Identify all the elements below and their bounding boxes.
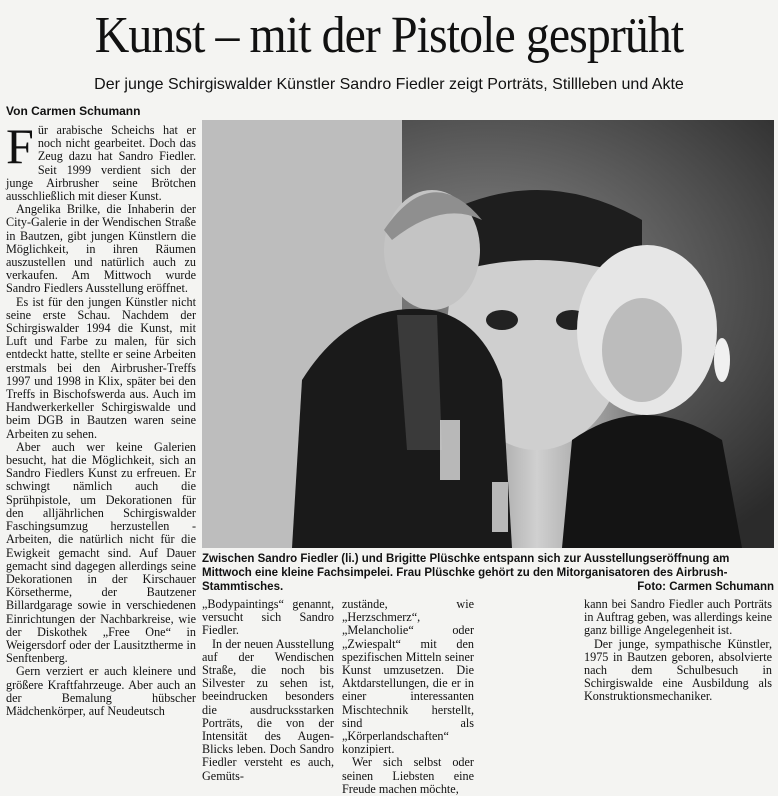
article-column-3 xyxy=(342,598,474,796)
drop-cap: F xyxy=(6,118,34,174)
paragraph: kann bei Sandro Fiedler auch Porträts in Auftrag geben, was allerdings keine ganz billige Angelegenheit ist. xyxy=(584,597,772,638)
paragraph: Gern verziert er auch kleinere und größere Kraftfahrzeuge. Aber auch an der Bemalung hübscher Mädchenkörper, auf Neudeutsch xyxy=(6,664,196,718)
paragraph: ür arabische Scheichs hat er noch nicht gearbeitet. Doch das Zeug dazu hat Sandro Fiedler. Seit 1999 verdient sich der junge Airbrusher seine Brötchen ausschließlich mit dieser Kunst. xyxy=(6,123,196,204)
subheadline: Der junge Schirgiswalder Künstler Sandro Fiedler zeigt Porträts, Stillleben und Akte xyxy=(94,76,684,93)
paragraph: Der junge, sympathische Künstler, 1975 in Bautzen geboren, absolvierte nach dem Schulbesuch in Schirgiswalde eine Ausbildung als Konstruktionsmechaniker. xyxy=(584,636,772,704)
byline: Von Carmen Schumann xyxy=(6,104,141,118)
photo-credit: Foto: Carmen Schumann xyxy=(637,581,774,593)
article-column-2 xyxy=(202,598,334,783)
paragraph: zustände, wie „Herzschmerz“, „Melancholie“ oder „Zwiespalt“ mit den spezifischen Mitteln seiner Kunst umzusetzen. Die Aktdarstellungen, die er in einer interessanten Mischtechnik herstellt, sind als „Körperlandschaften“ konzipiert. xyxy=(342,597,474,757)
paragraph: Aber auch wer keine Galerien besucht, hat die Möglichkeit, sich an Sandro Fiedlers Kunst zu erfreuen. Er schwingt nämlich auch die Sprühpistole, um Dekorationen für den alljährlichen Schirgiswalder Faschingsumzug herzustellen - Arbeiten, die natürlich nicht für die Ewigkeit gemacht sind. Auf Dauer gemacht sind dagegen allerdings seine Dekorationen in der Kirschauer Körsetherme, der Bautzener Billardgarage sowie in verschiedenen Einrichtungen der Nachbarkreise, wie der Diskothek „Free One“ in Weigersdorf oder der Lausitztherme in Senftenberg. xyxy=(6,439,196,666)
paragraph: Wer sich selbst oder seinen Liebsten eine Freude machen möchte, xyxy=(342,755,474,796)
photo-caption xyxy=(202,552,774,594)
article-column-4 xyxy=(584,598,772,704)
paragraph: Angelika Brilke, die Inhaberin der City-Galerie in der Wendischen Straße in Bautzen, gibt jungen Künstlern die Möglichkeit, in ihren Räumen auszustellen und natürlich auch zu verkaufen. Am Mittwoch wurde Sandro Fiedlers Ausstellung eröffnet. xyxy=(6,202,196,296)
paragraph: Es ist für den jungen Künstler nicht seine erste Schau. Nachdem der Schirgiswalder 1994 die Kunst, mit Luft und Farbe zu malen, für sich entdeckt hatte, stellte er seine Arbeiten erstmals bei den Airbrusher-Treffs 1997 und 1998 in Klix, später bei den Treffs in Bischofswerda aus. Auch im Handwerkerkeller Schirgiswalde und beim DGB in Bautzen waren seine Arbeiten zu sehen. xyxy=(6,294,196,441)
headline: Kunst – mit der Pistole gesprüht xyxy=(94,7,684,64)
caption-text: Zwischen Sandro Fiedler (li.) und Brigitte Plüschke entspann sich zur Ausstellungseröffnung am Mittwoch eine kleine Fachsimpelei. Frau Plüschke gehört zu den Mitorganisatoren des Airbrush-Stammtisches. xyxy=(202,553,730,593)
photo-illustration xyxy=(202,120,774,548)
article-photo xyxy=(202,120,774,548)
article-column-1 xyxy=(6,118,196,718)
paragraph: „Bodypaintings“ genannt, versucht sich Sandro Fiedler. xyxy=(202,597,334,638)
paragraph: In der neuen Ausstellung auf der Wendischen Straße, die noch bis Silvester zu sehen ist, beeindrucken besonders die ausdrucksstarken Porträts, die von der Intensität des Augen-Blicks leben. Doch Sandro Fiedler versteht es auch, Gemüts- xyxy=(202,636,334,783)
